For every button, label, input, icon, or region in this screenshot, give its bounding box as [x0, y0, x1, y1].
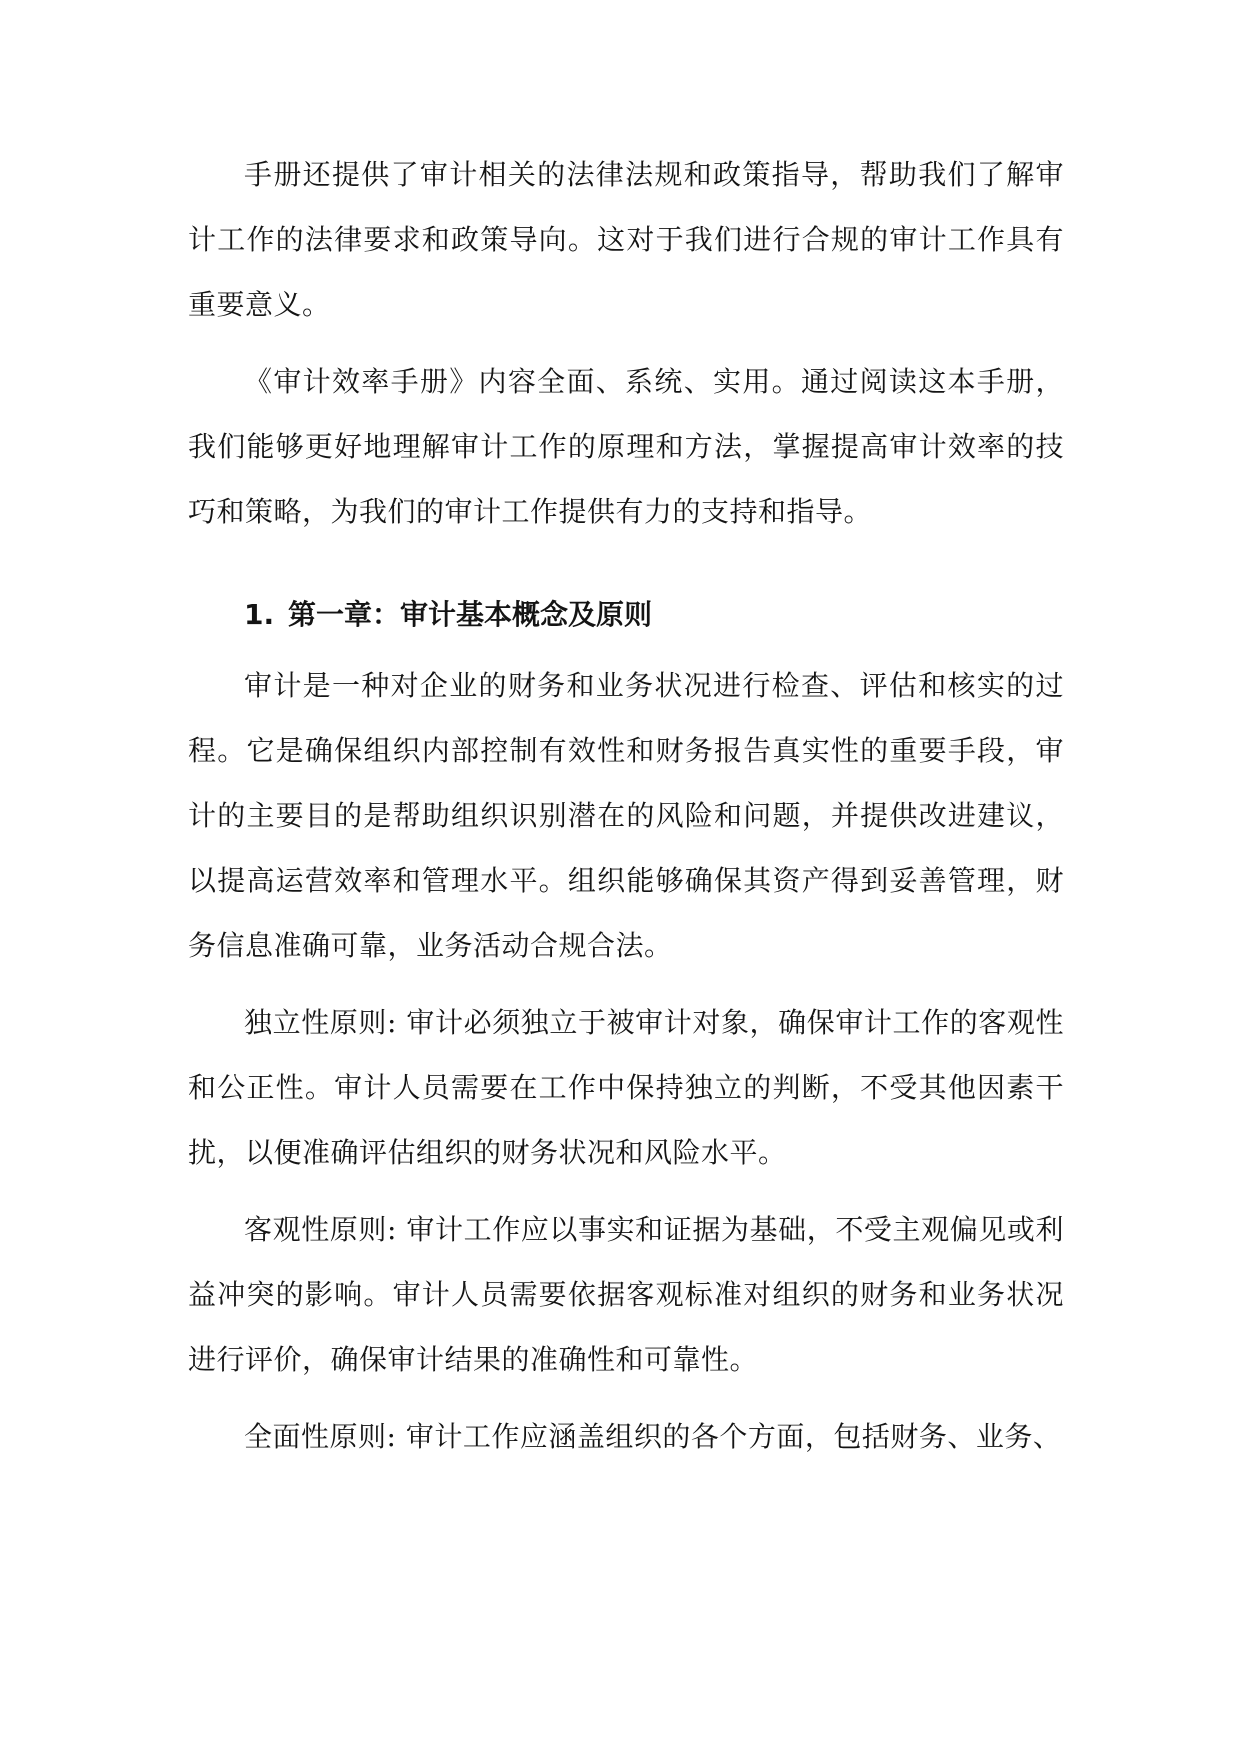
chapter-title: 第一章：审计基本概念及原则	[288, 598, 653, 631]
paragraph-comprehensiveness-principle: 全面性原则: 审计工作应涵盖组织的各个方面，包括财务、业务、	[244, 1420, 1062, 1453]
paragraph-audit-definition: 审计是一种对企业的财务和业务状况进行检查、评估和核实的过程。它是确保组织内部控制有效性和财务报告真实性的重要手段，审计的主要目的是帮助组织识别潜在的风险和问题，并提供改进建议，以提高运营效率和管理水平。组织能够确保其资产得到妥善管理，财务信息准确可靠，业务活动合规合法。	[188, 669, 1064, 962]
document-body	[188, 142, 1064, 1481]
paragraph-legal-guidance: 手册还提供了审计相关的法律法规和政策指导，帮助我们了解审计工作的法律要求和政策导向。这对于我们进行合规的审计工作具有重要意义。	[188, 158, 1064, 321]
chapter-heading	[188, 582, 1064, 647]
paragraph-handbook-summary: 《审计效率手册》内容全面、系统、实用。通过阅读这本手册，我们能够更好地理解审计工作的原理和方法，掌握提高审计效率的技巧和策略，为我们的审计工作提供有力的支持和指导。	[188, 365, 1064, 528]
chapter-number: 1.	[244, 598, 275, 631]
paragraph-independence-principle: 独立性原则: 审计必须独立于被审计对象，确保审计工作的客观性和公正性。审计人员需要在工作中保持独立的判断，不受其他因素干扰，以便准确评估组织的财务状况和风险水平。	[188, 1006, 1064, 1169]
paragraph-objectivity-principle: 客观性原则: 审计工作应以事实和证据为基础，不受主观偏见或利益冲突的影响。审计人员需要依据客观标准对组织的财务和业务状况进行评价，确保审计结果的准确性和可靠性。	[188, 1213, 1064, 1376]
